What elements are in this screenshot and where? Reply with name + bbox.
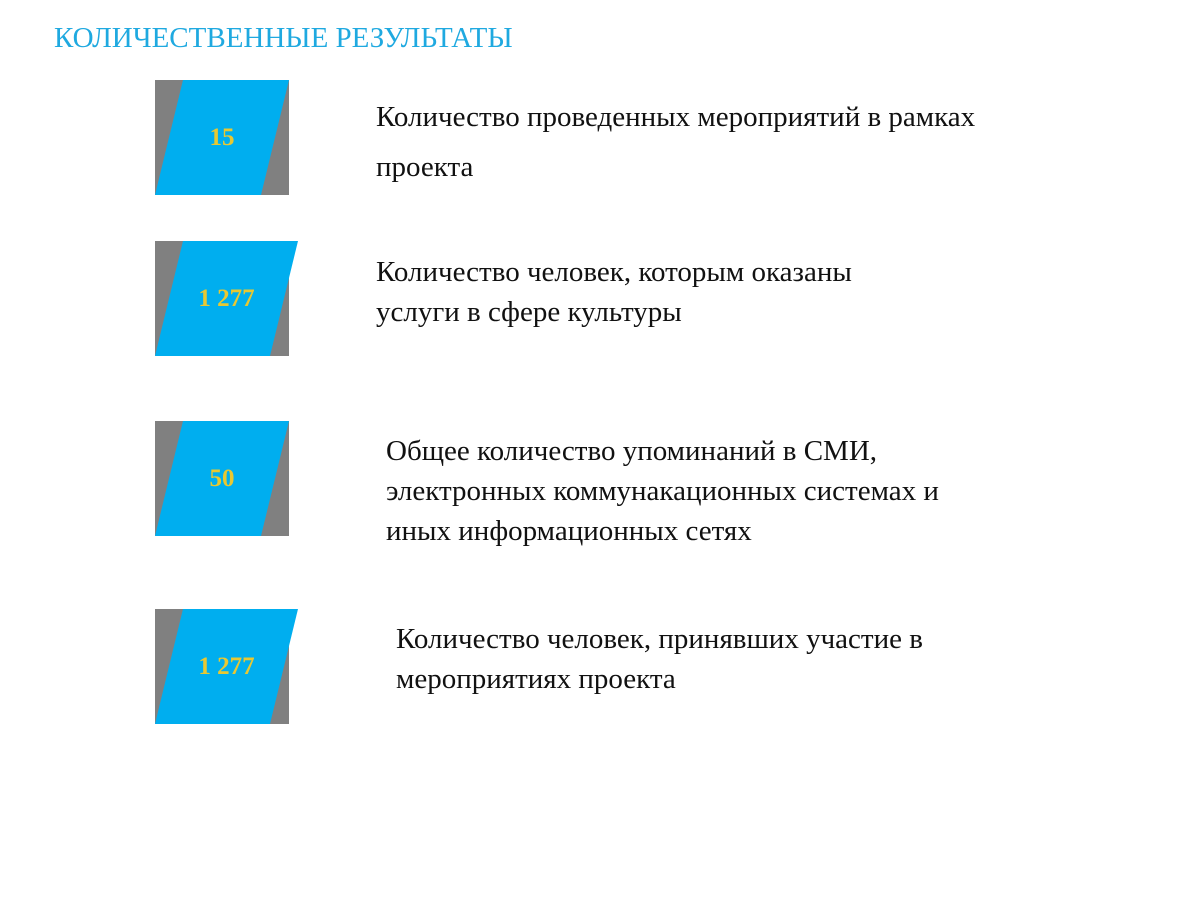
metric-description-line: иных информационных сетях — [386, 515, 752, 547]
metric-badge-1 — [155, 80, 289, 195]
metric-description-line: Общее количество упоминаний в СМИ, — [386, 435, 878, 467]
metric-value: 50 — [209, 464, 235, 492]
metric-description-line: Количество человек, которым оказаны — [376, 256, 852, 288]
metric-value: 1 277 — [198, 652, 255, 680]
metric-description-3 — [386, 431, 939, 551]
metric-description-line: Количество проведенных мероприятий в рамках — [376, 101, 976, 133]
metric-description-1 — [376, 92, 975, 192]
metric-description-line: услуги в сфере культуры — [376, 296, 682, 328]
metric-value: 1 277 — [198, 284, 255, 312]
metric-description-line: Количество человек, принявших участие в — [396, 623, 923, 655]
metric-badge-3 — [155, 421, 289, 536]
metric-badge-2 — [155, 241, 289, 356]
slide-title: КОЛИЧЕСТВЕННЫЕ РЕЗУЛЬТАТЫ — [54, 22, 513, 54]
metric-description-line: электронных коммунакационных системах и — [386, 475, 939, 507]
metric-description-line: проекта — [376, 151, 474, 183]
metric-value: 15 — [209, 123, 235, 151]
metric-badge-4 — [155, 609, 289, 724]
metric-description-2 — [376, 252, 852, 332]
metric-description-4 — [396, 619, 923, 699]
metric-description-line: мероприятиях проекта — [396, 663, 676, 695]
